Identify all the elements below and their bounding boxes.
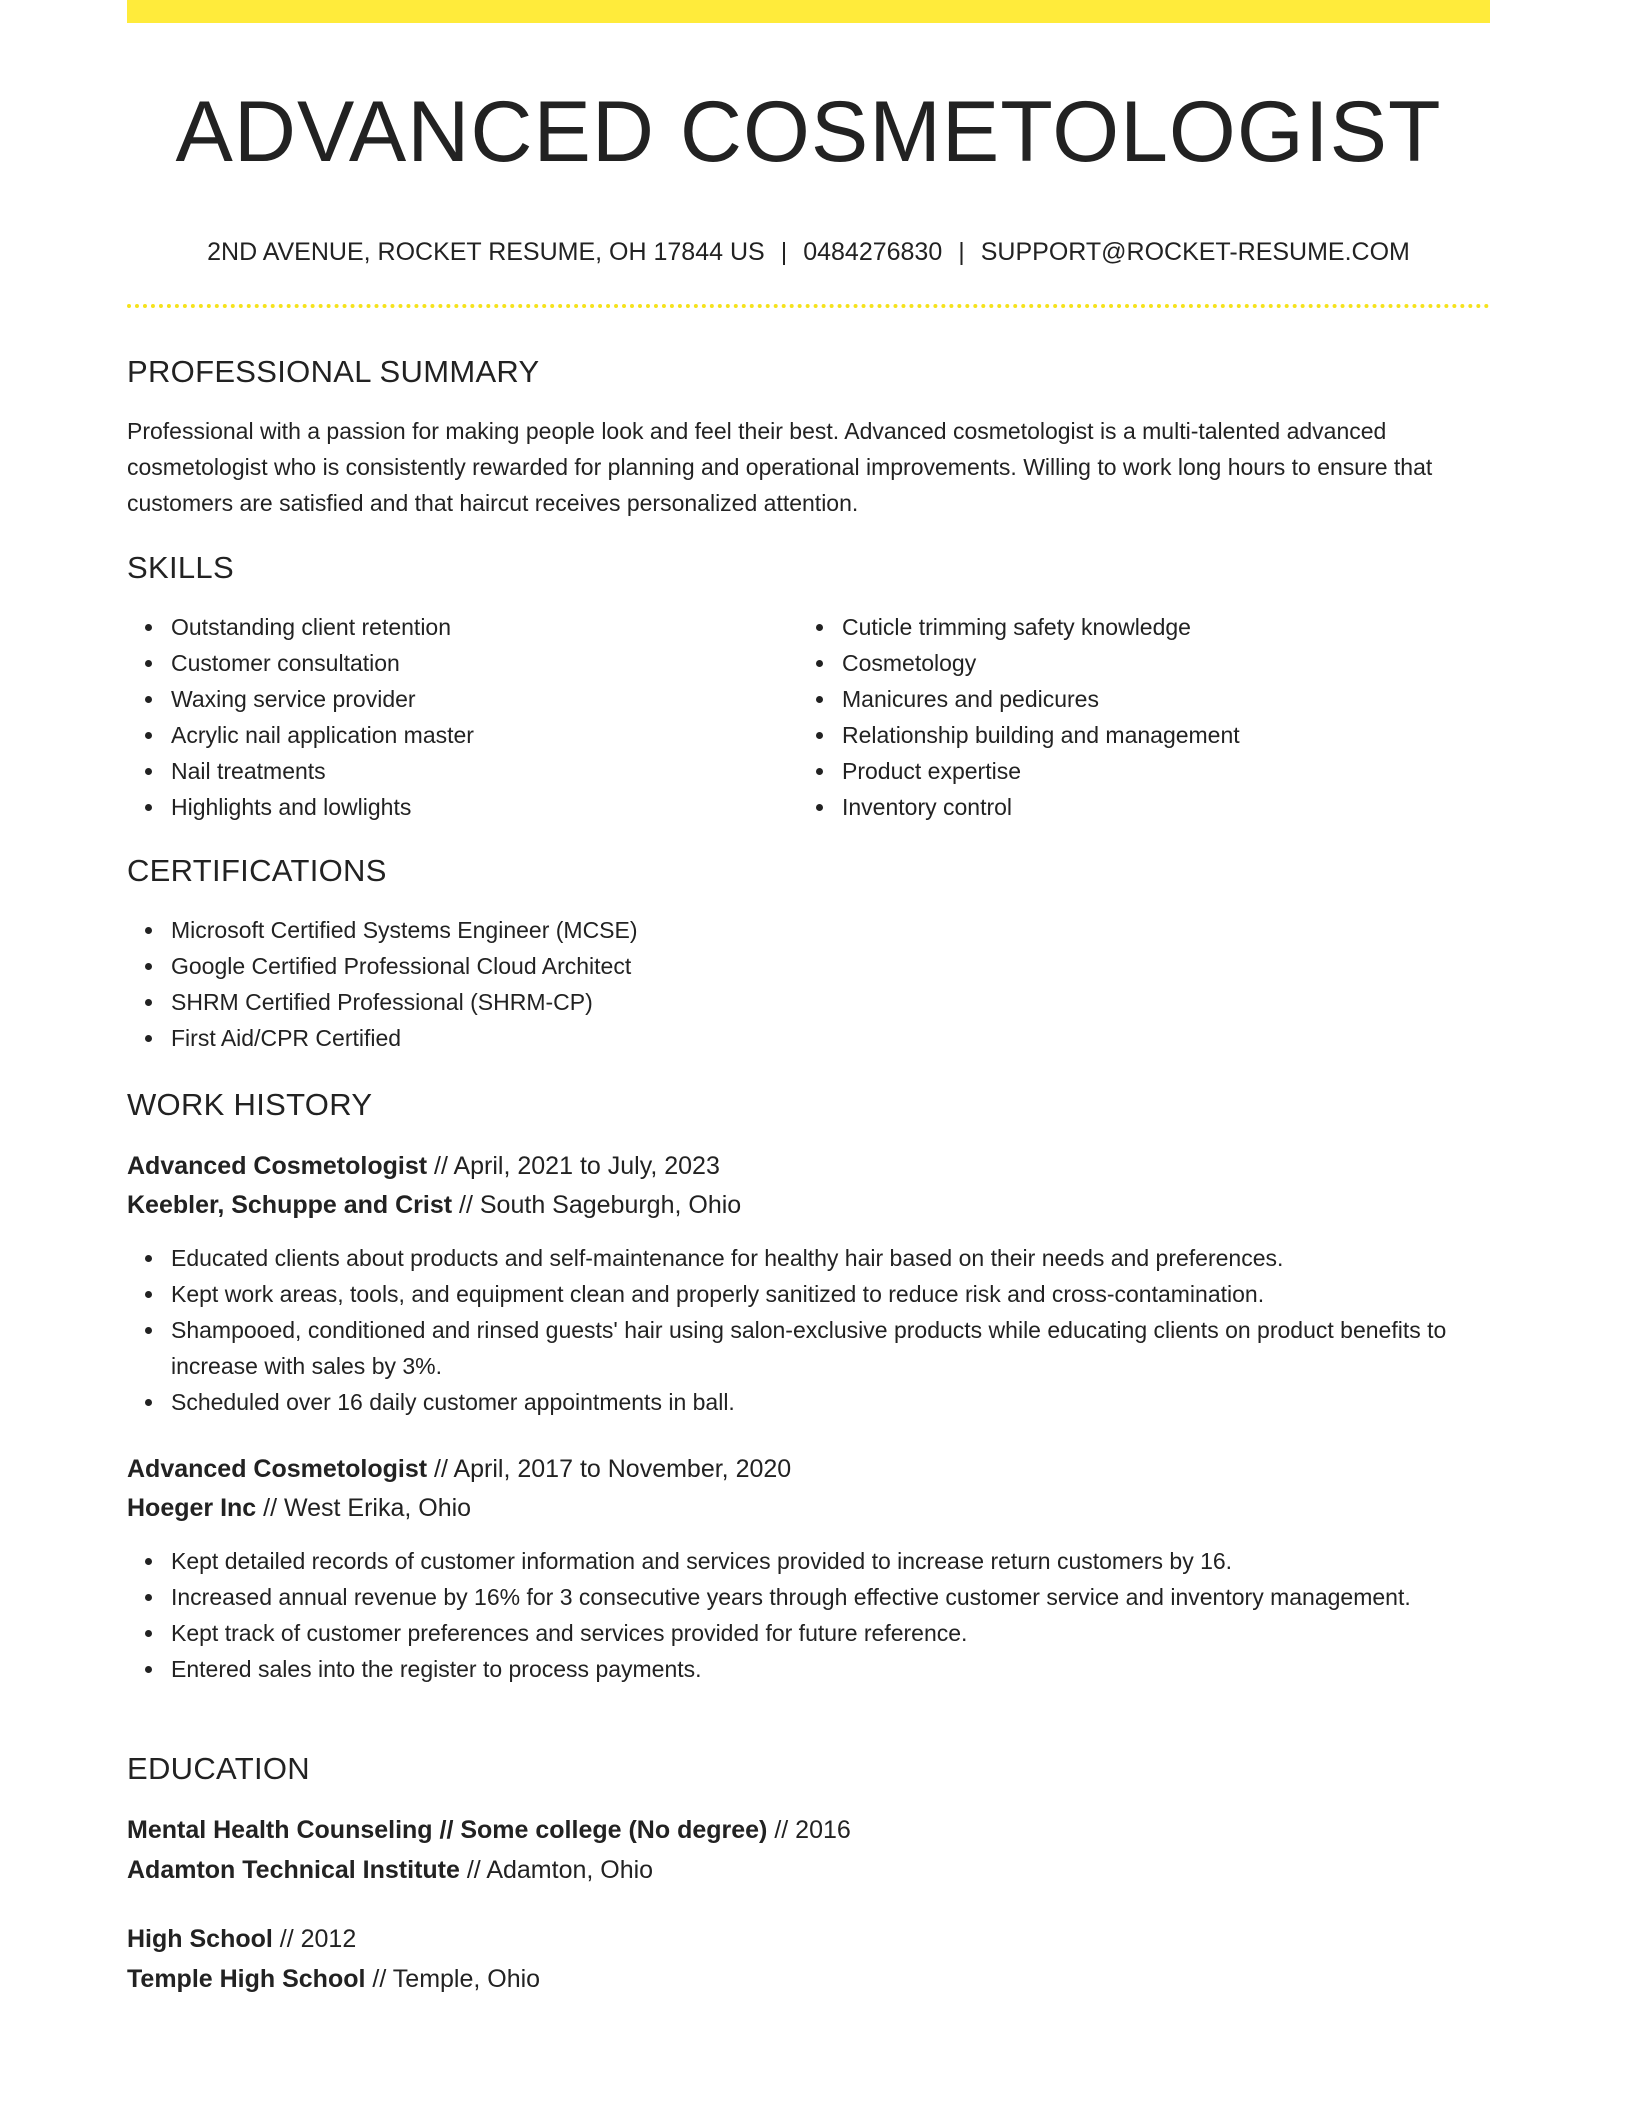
job-bullet: Kept work areas, tools, and equipment clean and properly sanitized to reduce risk and cross-contamination. xyxy=(171,1276,1490,1312)
job-title-line xyxy=(127,1451,791,1487)
education-year: // 2012 xyxy=(279,1925,357,1953)
job-company-line xyxy=(127,1490,471,1526)
job-bullet: Shampooed, conditioned and rinsed guests' hair using salon-exclusive products while educating clients on product benefits to increase with sales by 3%. xyxy=(171,1312,1490,1384)
skill-item: Manicures and pedicures xyxy=(842,681,1522,717)
education-school: Adamton Technical Institute xyxy=(127,1856,460,1884)
summary-heading: PROFESSIONAL SUMMARY xyxy=(127,354,540,389)
certifications-heading: CERTIFICATIONS xyxy=(127,853,387,888)
work-history-heading: WORK HISTORY xyxy=(127,1087,373,1122)
skill-item: Customer consultation xyxy=(171,645,811,681)
certification-item: Microsoft Certified Systems Engineer (MCSE) xyxy=(171,912,1471,948)
job-bullets xyxy=(127,1543,1490,1687)
job-dates: // April, 2017 to November, 2020 xyxy=(434,1455,792,1483)
skill-item: Relationship building and management xyxy=(842,717,1522,753)
job-title-line xyxy=(127,1148,720,1184)
job-company: Hoeger Inc xyxy=(127,1494,257,1522)
job-bullet: Entered sales into the register to process payments. xyxy=(171,1651,1490,1687)
education-location: // Temple, Ohio xyxy=(372,1965,541,1993)
contact-separator: | xyxy=(958,238,965,266)
job-bullets xyxy=(127,1240,1490,1420)
job-role: Advanced Cosmetologist xyxy=(127,1455,428,1483)
certifications-list xyxy=(127,912,1471,1056)
skill-item: Inventory control xyxy=(842,789,1522,825)
education-heading: EDUCATION xyxy=(127,1751,310,1786)
education-degree: Mental Health Counseling // Some college (No degree) xyxy=(127,1816,768,1844)
job-company-line xyxy=(127,1187,741,1223)
skill-item: Product expertise xyxy=(842,753,1522,789)
job-bullet: Increased annual revenue by 16% for 3 consecutive years through effective customer service and inventory management. xyxy=(171,1579,1490,1615)
skill-item: Nail treatments xyxy=(171,753,811,789)
certification-item: Google Certified Professional Cloud Architect xyxy=(171,948,1471,984)
job-location: // West Erika, Ohio xyxy=(263,1494,472,1522)
contact-line xyxy=(127,236,1490,268)
education-school: Temple High School xyxy=(127,1965,366,1993)
contact-phone: 0484276830 xyxy=(803,238,943,266)
education-degree-line xyxy=(127,1812,851,1848)
contact-address: 2ND AVENUE, ROCKET RESUME, OH 17844 US xyxy=(207,238,765,266)
job-bullet: Kept detailed records of customer information and services provided to increase return customers by 16. xyxy=(171,1543,1490,1579)
skills-list-right xyxy=(798,609,1522,825)
candidate-name: ADVANCED COSMETOLOGIST xyxy=(175,84,1442,180)
skill-item: Acrylic nail application master xyxy=(171,717,811,753)
job-bullet: Kept track of customer preferences and services provided for future reference. xyxy=(171,1615,1490,1651)
skill-item: Highlights and lowlights xyxy=(171,789,811,825)
contact-separator: | xyxy=(780,238,788,266)
job-location: // South Sageburgh, Ohio xyxy=(459,1191,742,1219)
skills-heading: SKILLS xyxy=(127,550,234,585)
job-bullet: Educated clients about products and self-maintenance for healthy hair based on their needs and preferences. xyxy=(171,1240,1490,1276)
skill-item: Cosmetology xyxy=(842,645,1522,681)
skill-item: Outstanding client retention xyxy=(171,609,811,645)
education-year: // 2016 xyxy=(774,1816,851,1844)
job-dates: // April, 2021 to July, 2023 xyxy=(434,1152,720,1180)
certification-item: First Aid/CPR Certified xyxy=(171,1020,1471,1056)
education-degree-line xyxy=(127,1921,356,1957)
skill-item: Cuticle trimming safety knowledge xyxy=(842,609,1522,645)
education-location: // Adamton, Ohio xyxy=(466,1856,654,1884)
summary-text: Professional with a passion for making people look and feel their best. Advanced cosmetologist is a multi-talented advanced cosmetologist who is consistently rewarded for planning and operational improvements. Willing to work long hours to ensure that customers are satisfied and that haircut receives personalized attention. xyxy=(127,418,1433,516)
contact-email: SUPPORT@ROCKET-RESUME.COM xyxy=(980,238,1410,266)
skills-list-left xyxy=(127,609,811,825)
job-bullet: Scheduled over 16 daily customer appointments in ball. xyxy=(171,1384,1490,1420)
job-role: Advanced Cosmetologist xyxy=(127,1152,428,1180)
certification-item: SHRM Certified Professional (SHRM-CP) xyxy=(171,984,1471,1020)
education-school-line xyxy=(127,1961,540,1997)
accent-top-bar xyxy=(127,0,1490,23)
header-divider xyxy=(127,304,1490,308)
skill-item: Waxing service provider xyxy=(171,681,811,717)
education-school-line xyxy=(127,1852,653,1888)
job-company: Keebler, Schuppe and Crist xyxy=(127,1191,453,1219)
education-degree: High School xyxy=(127,1925,273,1953)
